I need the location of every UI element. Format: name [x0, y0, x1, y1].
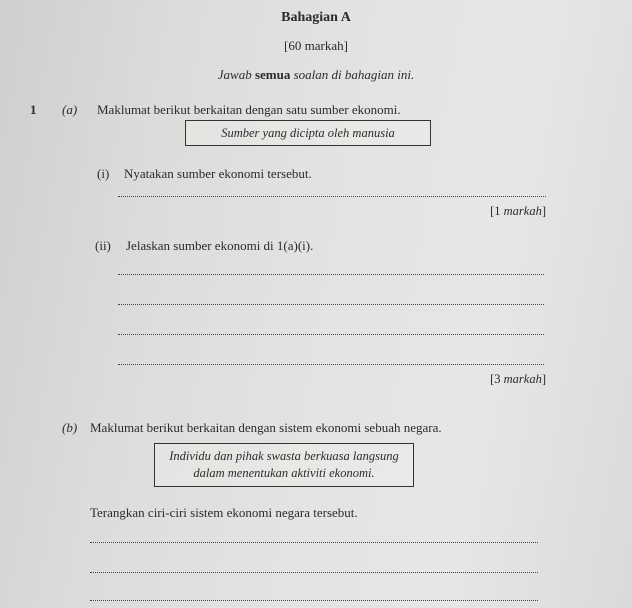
instruction-post: soalan di bahagian ini. [290, 67, 415, 82]
part-b-info-box [154, 443, 414, 487]
instruction-bold: semua [254, 67, 291, 82]
sub-ii-marks-pre: [3 [490, 372, 504, 386]
sub-ii-text: Jelaskan sumber ekonomi di 1(a)(i). [126, 238, 314, 253]
answer-line-b-1 [90, 542, 538, 543]
answer-line-b-3 [90, 600, 538, 601]
answer-line-ii-1 [118, 274, 544, 275]
part-b-task: Terangkan ciri-ciri sistem ekonomi negara tersebut. [90, 505, 358, 520]
sub-i-marks-pre: [1 [490, 204, 504, 218]
sub-i-text: Nyatakan sumber ekonomi tersebut. [124, 166, 312, 181]
sub-ii-label: (ii) [95, 238, 111, 253]
answer-line-b-2 [90, 572, 538, 573]
sub-ii-marks-post: ] [541, 372, 546, 386]
section-marks: [60 markah] [284, 38, 348, 53]
part-b-stem: Maklumat berikut berkaitan dengan sistem ekonomi sebuah negara. [90, 420, 442, 435]
part-a-info-box: Sumber yang dicipta oleh manusia [185, 120, 431, 146]
sub-ii-marks-word: markah [503, 372, 542, 386]
sub-ii-marks [490, 372, 546, 387]
answer-line-ii-2 [118, 304, 544, 305]
sub-i-marks-post: ] [541, 204, 546, 218]
sub-i-marks [490, 204, 546, 219]
sub-i-marks-word: markah [503, 204, 542, 218]
instruction-pre: Jawab [217, 67, 255, 82]
answer-line-ii-3 [118, 334, 544, 335]
sub-i-label: (i) [97, 166, 110, 181]
part-b-label: (b) [62, 420, 78, 435]
section-instruction [0, 67, 632, 83]
answer-line-i-1 [118, 196, 546, 197]
answer-line-ii-4 [118, 364, 544, 365]
part-a-stem: Maklumat berikut berkaitan dengan satu sumber ekonomi. [97, 102, 401, 117]
part-b-box-line2: dalam menentukan aktiviti ekonomi. [193, 466, 375, 480]
part-b-box-line1: Individu dan pihak swasta berkuasa langsung [169, 449, 399, 463]
question-number: 1 [30, 102, 37, 117]
section-title: Bahagian A [281, 10, 351, 25]
part-a-label: (a) [62, 102, 78, 117]
